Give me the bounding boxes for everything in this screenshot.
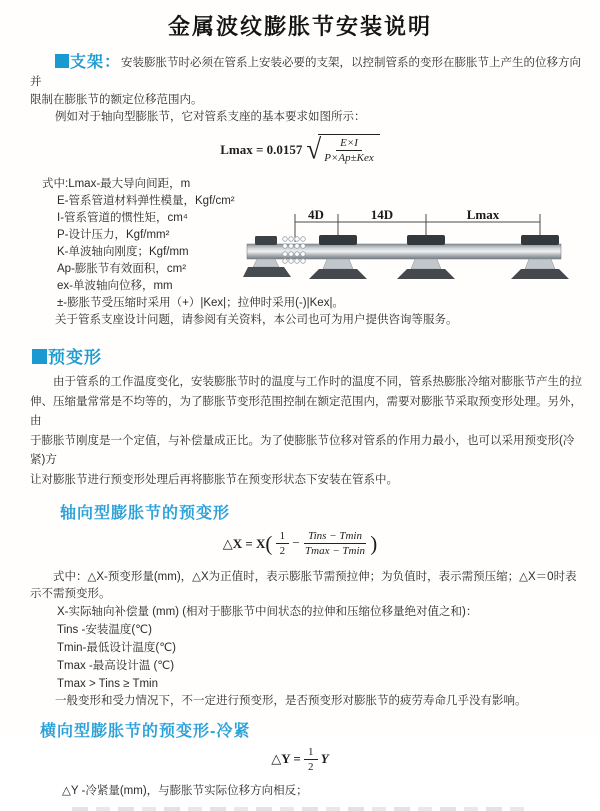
definition-line: ±-膨胀节受压缩时采用（+）|Kex|；拉伸时采用(-)|Kex|。 xyxy=(57,297,344,309)
lateral-formula-rhs: Y xyxy=(320,750,329,766)
preform-line: 让对膨胀节进行预变形处理后再将膨胀节在预变形状态下安装在管系中。 xyxy=(30,473,398,486)
pipe-support-diagram xyxy=(243,208,598,308)
section-bullet-icon xyxy=(55,54,69,68)
definitions-and-diagram xyxy=(0,176,600,329)
axial-explanation-paragraph xyxy=(0,569,600,603)
dim-label-4d: 4D xyxy=(308,207,324,222)
axial-closing-line: 一般变形和受力情况下，不一定进行预变形，是否预变形对膨胀节的疲劳寿命几乎没有影响。 xyxy=(55,695,527,707)
lmax-formula-numerator: E×I xyxy=(336,136,362,151)
definition-line: Ap-膨胀节有效面积，cm² xyxy=(57,263,187,275)
definition-line: P-设计压力，Kgf/mm² xyxy=(57,229,170,241)
definition-line: K-单波轴向刚度；Kgf/mm xyxy=(57,246,189,258)
cutoff-text-sliver xyxy=(72,807,530,811)
temperature-fraction xyxy=(303,529,367,559)
axial-preform-formula xyxy=(0,529,600,563)
support-example-line: 例如对于轴向型膨胀节，它对管系支座的基本要求如图所示： xyxy=(55,111,366,123)
lateral-note-line: △Y -冷紧量(mm)，与膨胀节实际位移方向相反； xyxy=(62,785,308,797)
lmax-formula-denominator: P×Ap±Kex xyxy=(324,152,374,165)
axial-formula-lhs: △X = X xyxy=(222,535,266,551)
lateral-preform-formula xyxy=(0,745,600,775)
preform-line: 由于管系的工作温度变化，安装膨胀节时的温度与工作时的温度不同，管系热膨胀冷缩对膨胀节产生的拉 xyxy=(53,376,582,388)
lateral-formula-lhs: △Y = xyxy=(271,750,305,766)
one-half-fraction xyxy=(276,529,290,559)
axial-symbol-item: Tins -安装温度(℃) xyxy=(57,624,152,636)
axial-symbol-item: X-实际轴向补偿量 (mm) (相对于膨胀节中间状态的拉伸和压缩位移量绝对值之和)： xyxy=(57,606,478,618)
axial-para-line: 示不需预变形。 xyxy=(30,588,111,600)
support-heading-label: 支架： xyxy=(70,54,122,71)
axial-subheading: 轴向型膨胀节的预变形 xyxy=(60,505,231,522)
support-intro-line2: 限制在膨胀节的额定位移范围内。 xyxy=(30,94,203,106)
preform-section-heading xyxy=(0,343,600,368)
support-section-heading xyxy=(30,54,122,71)
fraction-denominator: Tmax − Tmin xyxy=(305,545,365,558)
pipe xyxy=(247,244,561,259)
dim-label-14d: 14D xyxy=(370,207,394,222)
support-intro-paragraph xyxy=(0,53,600,126)
definition-line: 式中:Lmax-最大导向间距，m xyxy=(42,178,191,190)
lmax-formula-lhs: Lmax = 0.0157 xyxy=(220,141,303,157)
lmax-formula-radicand xyxy=(318,134,380,166)
lateral-subheading: 横向型膨胀节的预变形-冷紧 xyxy=(40,723,251,740)
one-half-fraction xyxy=(304,745,318,775)
support-intro-line1: 安装膨胀节时必须在管系上安装必要的支架，以控制管系的变形在膨胀节上产生的位移方向并 xyxy=(30,57,582,88)
fraction-denominator: 2 xyxy=(279,545,286,558)
fraction-numerator: Tins − Tmin xyxy=(304,529,366,544)
definition-line: E-管系管道材料弹性模量，Kgf/cm² xyxy=(57,195,235,207)
minus-sign: − xyxy=(292,534,300,550)
axial-para-line: 式中：△X-预变形量(mm)，△X为正值时，表示膨胀节需预拉伸；为负值时，表示需预压缩；△X＝0时表 xyxy=(53,571,577,583)
page-title: 金属波纹膨胀节安装说明 xyxy=(167,14,432,39)
axial-symbol-item: Tmax -最高设计温 (℃) xyxy=(57,660,175,672)
definition-line: ex-单波轴向位移，mm xyxy=(57,280,173,292)
definition-line: I-管系管道的惯性矩，cm⁴ xyxy=(57,212,188,224)
preform-line: 伸、压缩量常常是不均等的，为了膨胀节变形范围控制在额定范围内，需要对膨胀节采取预变形处理。另外，由 xyxy=(30,395,582,427)
close-paren: ) xyxy=(370,531,378,556)
lmax-formula-fraction xyxy=(322,136,376,166)
support-note-line: 关于管系支座设计问题，请参阅有关资料，本公司也可为用户提供咨询等服务。 xyxy=(55,314,458,326)
fraction-numerator: 1 xyxy=(304,745,318,760)
fraction-denominator: 2 xyxy=(308,761,314,774)
radical-sign-icon: √ xyxy=(306,133,322,166)
preform-heading-label: 预变形 xyxy=(48,348,102,367)
open-paren: ( xyxy=(265,531,273,556)
axial-symbol-item: Tmin-最低设计温度(℃) xyxy=(57,642,176,654)
section-bullet-icon xyxy=(32,349,47,364)
support-intro-line1-row xyxy=(30,53,586,92)
axial-symbol-list xyxy=(0,603,600,693)
fraction-numerator: 1 xyxy=(276,529,290,544)
preform-line: 于膨胀节刚度是一个定值，与补偿量成正比。为了使膨胀节位移对管系的作用力最小，也可以采用预变形(冷紧)方 xyxy=(30,434,575,466)
preform-paragraph xyxy=(0,373,600,490)
axial-symbol-item: Tmax > Tins ≥ Tmin xyxy=(57,678,158,690)
lmax-formula xyxy=(0,134,600,172)
dim-label-lmax: Lmax xyxy=(466,207,500,222)
